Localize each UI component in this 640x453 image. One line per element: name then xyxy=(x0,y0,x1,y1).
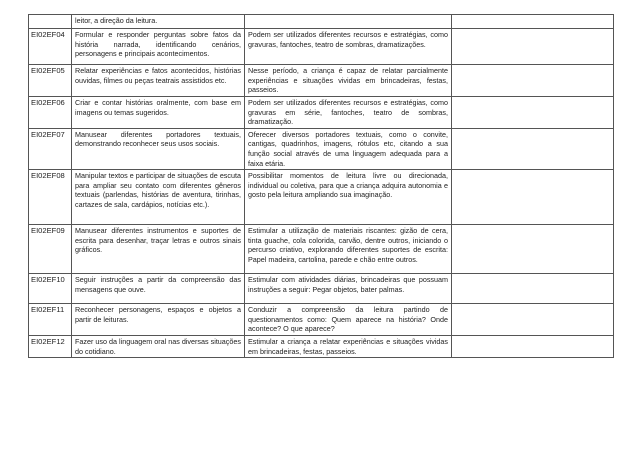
empty-cell xyxy=(452,29,614,65)
empty-cell xyxy=(452,225,614,274)
strategy-cell: Estimular a criança a relatar experiências e situações vividas em brincadeiras, festas, passeios. xyxy=(245,335,452,357)
table-row xyxy=(29,274,614,304)
code-cell: EI02EF09 xyxy=(29,225,72,274)
document-page xyxy=(28,14,613,358)
objective-cell: Manipular textos e participar de situações de escuta para ampliar seu contato com diferentes gêneros textuais (parlendas, histórias de aventura, tirinhas, cartazes de sala, cardápios, notícias etc.). xyxy=(72,170,245,225)
table-row xyxy=(29,65,614,97)
strategy-cell: Conduzir a compreensão da leitura partindo de questionamentos como: Quem aparece na história? Onde acontece? O que aparece? xyxy=(245,304,452,336)
objective-cell: Reconhecer personagens, espaços e objetos a partir de leituras. xyxy=(72,304,245,336)
objective-cell: leitor, a direção da leitura. xyxy=(72,15,245,29)
code-cell: EI02EF08 xyxy=(29,170,72,225)
table-row xyxy=(29,128,614,169)
objective-cell: Seguir instruções a partir da compreensão das mensagens que ouve. xyxy=(72,274,245,304)
table-row xyxy=(29,15,614,29)
strategy-cell: Estimular com atividades diárias, brincadeiras que possuam instruções a seguir: Pegar objetos, bater palmas. xyxy=(245,274,452,304)
empty-cell xyxy=(452,274,614,304)
table-row xyxy=(29,225,614,274)
objective-cell: Fazer uso da linguagem oral nas diversas situações do cotidiano. xyxy=(72,335,245,357)
table-row xyxy=(29,304,614,336)
code-cell: EI02EF07 xyxy=(29,128,72,169)
code-cell: EI02EF11 xyxy=(29,304,72,336)
empty-cell xyxy=(452,170,614,225)
table-row xyxy=(29,335,614,357)
table-row xyxy=(29,170,614,225)
objective-cell: Criar e contar histórias oralmente, com base em imagens ou temas sugeridos. xyxy=(72,97,245,129)
strategy-cell xyxy=(245,15,452,29)
curriculum-table xyxy=(28,14,614,358)
strategy-cell: Oferecer diversos portadores textuais, como o convite, cantigas, quadrinhos, imagens, rótulos etc, citando a sua função social através de uma linguagem adequada para a faixa etária. xyxy=(245,128,452,169)
objective-cell: Manusear diferentes portadores textuais, demonstrando reconhecer seus usos sociais. xyxy=(72,128,245,169)
empty-cell xyxy=(452,304,614,336)
table-row xyxy=(29,97,614,129)
strategy-cell: Podem ser utilizados diferentes recursos e estratégias, como gravuras em série, fantoches, teatro de sombras, dramatização. xyxy=(245,97,452,129)
strategy-cell: Nesse período, a criança é capaz de relatar parcialmente experiências e situações vividas em brincadeiras, festas, passeios. xyxy=(245,65,452,97)
code-cell: EI02EF06 xyxy=(29,97,72,129)
empty-cell xyxy=(452,15,614,29)
objective-cell: Relatar experiências e fatos acontecidos, histórias ouvidas, filmes ou peças teatrais assistidos etc. xyxy=(72,65,245,97)
table-row xyxy=(29,29,614,65)
strategy-cell: Possibilitar momentos de leitura livre ou direcionada, individual ou coletiva, para que a criança adquira autonomia e gosto pela leitura ampliando sua imaginação. xyxy=(245,170,452,225)
empty-cell xyxy=(452,335,614,357)
code-cell: EI02EF04 xyxy=(29,29,72,65)
objective-cell: Manusear diferentes instrumentos e suportes de escrita para desenhar, traçar letras e outros sinais gráficos. xyxy=(72,225,245,274)
empty-cell xyxy=(452,97,614,129)
code-cell xyxy=(29,15,72,29)
code-cell: EI02EF10 xyxy=(29,274,72,304)
code-cell: EI02EF12 xyxy=(29,335,72,357)
empty-cell xyxy=(452,65,614,97)
objective-cell: Formular e responder perguntas sobre fatos da história narrada, identificando cenários, personagens e principais acontecimentos. xyxy=(72,29,245,65)
code-cell: EI02EF05 xyxy=(29,65,72,97)
empty-cell xyxy=(452,128,614,169)
strategy-cell: Estimular a utilização de materiais riscantes: gizão de cera, tinta guache, cola colorida, carvão, dentre outros, iniciando o percurso criativo, explorando diferentes suportes de escrita: Papel madeira, cartolina, parede e chão entre outros. xyxy=(245,225,452,274)
strategy-cell: Podem ser utilizados diferentes recursos e estratégias, como gravuras, fantoches, teatro de sombras, dramatizações. xyxy=(245,29,452,65)
